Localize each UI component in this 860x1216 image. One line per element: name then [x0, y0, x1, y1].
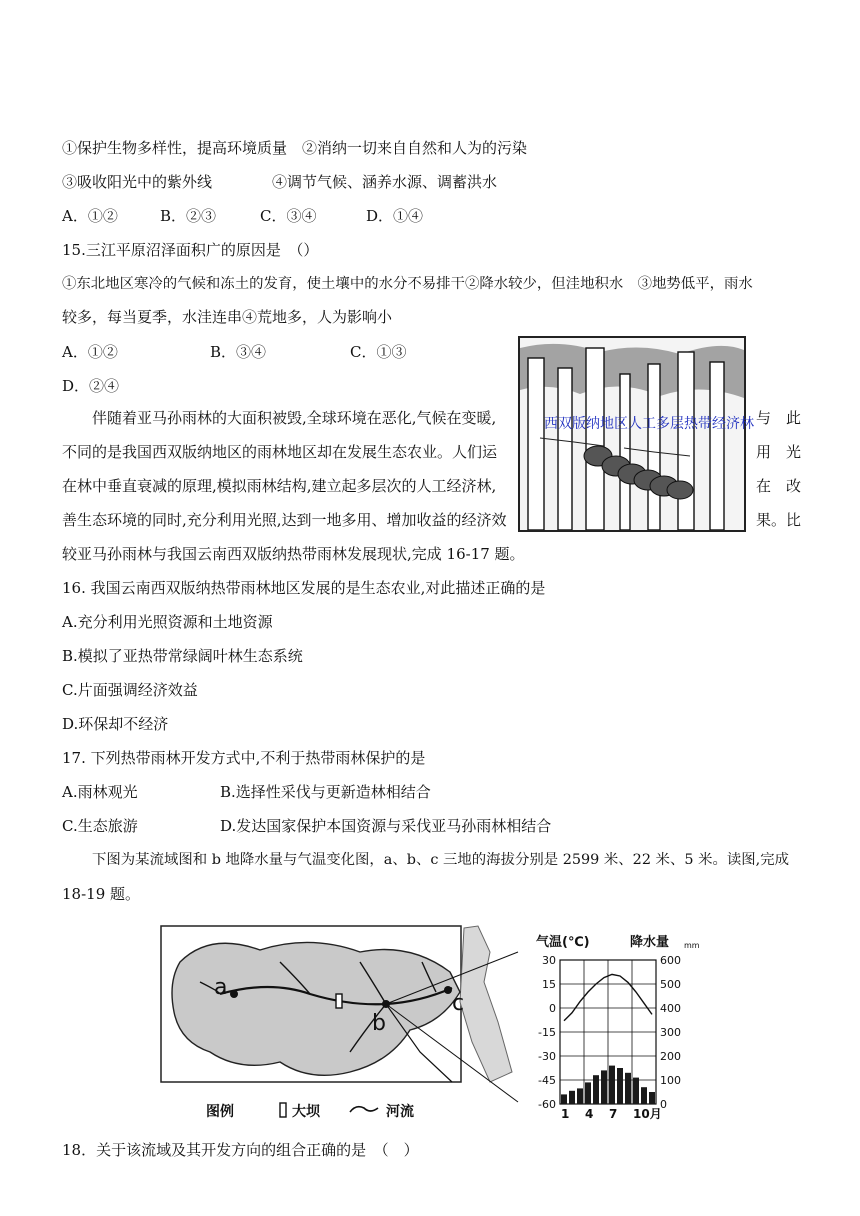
passage16-line1a: 伴随着亚马孙雨林的大面积被毁,全球环境在恶化,气候在变暖, [92, 409, 497, 427]
q14-option-a: A．①② [62, 207, 118, 225]
precip-bar [601, 1070, 607, 1104]
q17-option-c: C.生态旅游 [62, 817, 138, 835]
temp-tick-label: 30 [542, 954, 556, 967]
temp-tick-label: -60 [538, 1098, 556, 1111]
passage16-line1b: 与 此 [756, 409, 802, 427]
q16-stem: 16. 我国云南西双版纳热带雨林地区发展的是生态农业,对此描述正确的是 [62, 579, 546, 597]
legend-title: 图例 [206, 1104, 234, 1120]
temp-tick-label: 0 [549, 1002, 556, 1015]
temp-tick-label: -30 [538, 1050, 556, 1063]
month-labels [561, 1107, 662, 1121]
precip-bar [577, 1088, 583, 1104]
legend-dam-icon [280, 1103, 286, 1117]
climate-chart [518, 922, 704, 1122]
precip-bar [569, 1091, 575, 1104]
q18-stem: 18．关于该流域及其开发方向的组合正确的是 （ ） [62, 1141, 419, 1159]
precip-tick-label: 200 [660, 1050, 681, 1063]
passage16-line3a: 在林中垂直衰减的原理,模拟雨林结构,建立起多层次的人工经济林, [62, 477, 497, 495]
precip-tick-label: 500 [660, 978, 681, 991]
precip-tick-label: 400 [660, 1002, 681, 1015]
photo-caption: 西双版纳地区人工多层热带经济林 [544, 416, 754, 432]
q16-option-d: D.环保却不经济 [62, 715, 169, 733]
forest-illustration [520, 338, 744, 530]
legend-river-icon [350, 1107, 378, 1112]
label-c: c [452, 991, 465, 1016]
q15-option-b: B．③④ [210, 343, 267, 361]
point-c-marker [444, 986, 452, 994]
precip-bar [593, 1075, 599, 1104]
q14-option-b: B．②③ [160, 207, 217, 225]
month-label: 7 [609, 1107, 618, 1121]
passage16-line4a: 善生态环境的同时,充分利用光照,达到一地多用、增加收益的经济效 [62, 511, 507, 529]
legend-dam-label: 大坝 [292, 1104, 320, 1120]
precip-bar [625, 1073, 631, 1104]
q15-statement-line1: ①东北地区寒冷的气候和冻土的发育，使土壤中的水分不易排干②降水较少，但洼地积水 ③地势低平，雨水 [62, 276, 753, 292]
passage16-line3b: 在 改 [756, 477, 802, 495]
precip-axis-label: 降水量 [630, 935, 670, 950]
passage16-line5: 较亚马孙雨林与我国云南西双版纳热带雨林发展现状,完成 16-17 题。 [62, 545, 525, 563]
river-basin-map [160, 922, 520, 1122]
q16-option-a: A.充分利用光照资源和土地资源 [62, 613, 273, 631]
q14-option-c: C．③④ [260, 207, 317, 225]
legend-river-label: 河流 [386, 1104, 414, 1120]
precip-bar [585, 1082, 591, 1104]
q16-option-c: C.片面强调经济效益 [62, 681, 198, 699]
precip-tick-label: 0 [660, 1098, 667, 1111]
passage18-line1: 下图为某流域图和 b 地降水量与气温变化图，a、b、c 三地的海拔分别是 2599 米、22 米、5 米。读图,完成 [92, 852, 789, 868]
precip-bar [561, 1094, 567, 1104]
temp-tick-label: -15 [538, 1026, 556, 1039]
q15-option-c: C．①③ [350, 343, 407, 361]
dam-icon [336, 994, 342, 1008]
q17-option-b: B.选择性采伐与更新造林相结合 [220, 783, 431, 801]
grid-lines [560, 960, 656, 1104]
q15-option-a: A．①② [62, 343, 118, 361]
precip-unit: mm [684, 941, 700, 950]
temp-tick-label: -45 [538, 1074, 556, 1087]
q14-statement-line2: ③吸收阳光中的紫外线 ④调节气候、涵养水源、调蓄洪水 [62, 173, 498, 191]
q15-stem: 15.三江平原沼泽面积广的原因是 （） [62, 241, 319, 259]
precip-ticks [660, 954, 681, 1111]
month-label: 1 [561, 1107, 570, 1121]
month-label: 4 [585, 1107, 594, 1121]
precip-bar [617, 1068, 623, 1104]
q14-statement-line1: ①保护生物多样性，提高环境质量 ②消纳一切来自自然和人为的污染 [62, 139, 528, 157]
passage16-line2b: 用 光 [756, 443, 802, 461]
passage16-line2a: 不同的是我国西双版纳地区的雨林地区却在发展生态农业。人们运 [62, 443, 498, 461]
precip-tick-label: 100 [660, 1074, 681, 1087]
q14-option-d: D．①④ [366, 207, 424, 225]
q17-option-a: A.雨林观光 [62, 783, 138, 801]
q17-stem: 17. 下列热带雨林开发方式中,不利于热带雨林保护的是 [62, 749, 426, 767]
label-b: b [372, 1011, 386, 1036]
temp-tick-label: 15 [542, 978, 556, 991]
label-a: a [214, 975, 228, 1000]
precip-bar [609, 1066, 615, 1104]
point-a-marker [230, 990, 238, 998]
temp-ticks [538, 954, 556, 1111]
forest-photo [518, 336, 746, 532]
month-label: 10月 [633, 1107, 662, 1121]
temp-axis-label: 气温(℃) [536, 935, 590, 950]
precip-bar [649, 1092, 655, 1104]
passage16-line4b: 果。比 [756, 511, 802, 529]
q16-option-b: B.模拟了亚热带常绿阔叶林生态系统 [62, 647, 303, 665]
passage18-line2: 18-19 题。 [62, 885, 141, 903]
precip-tick-label: 600 [660, 954, 681, 967]
q17-option-d: D.发达国家保护本国资源与采伐亚马孙雨林相结合 [220, 817, 552, 835]
precip-bar [641, 1087, 647, 1104]
precip-bar [633, 1078, 639, 1104]
precip-tick-label: 300 [660, 1026, 681, 1039]
q15-statement-line2: 较多，每当夏季，水洼连串④荒地多，人为影响小 [62, 308, 393, 326]
q15-option-d: D．②④ [62, 377, 120, 395]
